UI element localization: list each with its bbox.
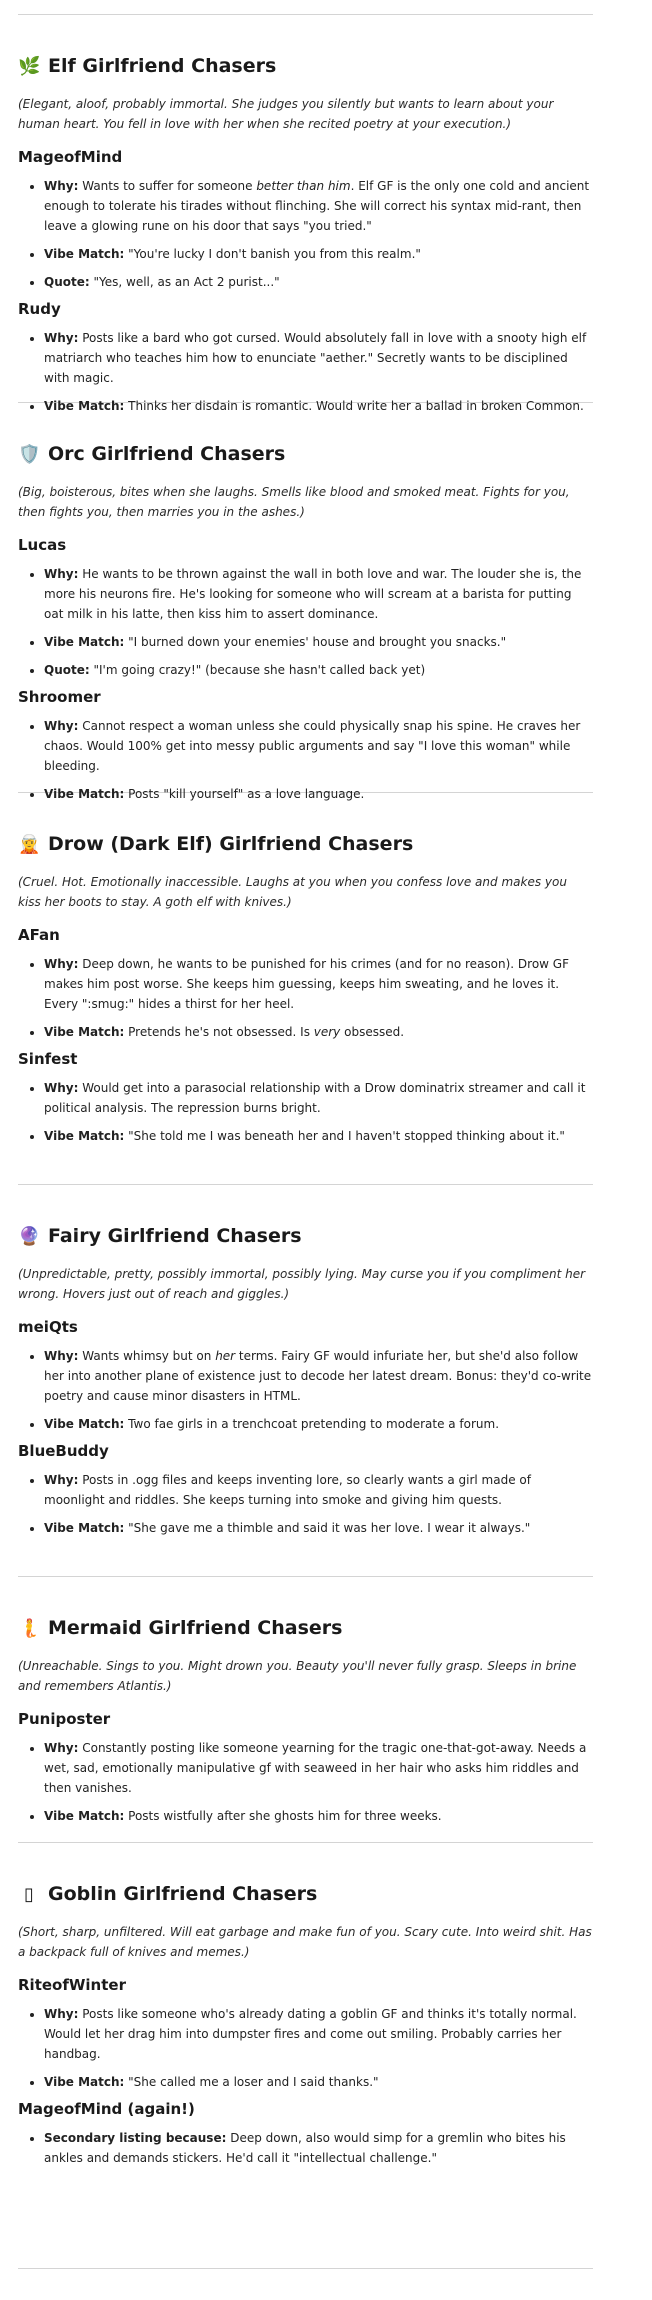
detail-label: Vibe Match: [44, 1129, 125, 1143]
detail-text: Constantly posting like someone yearning for the tragic one-that-got-away. Needs a wet, sad, emotionally manipulative gf with seaweed in her hair who asks him riddles and then vanishes. [44, 1741, 587, 1795]
section-title: Orc Girlfriend Chasers [48, 443, 286, 465]
detail-item [44, 1346, 593, 1406]
character-name: Rudy [18, 300, 61, 318]
character-name: Shroomer [18, 688, 101, 706]
detail-text: "She told me I was beneath her and I haven't stopped thinking about it." [128, 1129, 565, 1143]
section-title: Mermaid Girlfriend Chasers [48, 1617, 343, 1639]
section-emoji-icon: 🧝 [18, 833, 41, 855]
detail-item [44, 1518, 593, 1538]
detail-text: "You're lucky I don't banish you from this realm." [128, 247, 421, 261]
detail-label: Secondary listing because: [44, 2131, 227, 2145]
character-name: BlueBuddy [18, 1442, 109, 1460]
detail-label: Why: [44, 2007, 79, 2021]
detail-label: Why: [44, 1741, 79, 1755]
character-name: Lucas [18, 536, 67, 554]
section-heading [18, 440, 593, 468]
detail-item [44, 272, 593, 292]
detail-text: . Elf GF is the only one cold and ancient enough to tolerate his tirades without flinching. She will correct his syntax mid-rant, then leave a glowing rune on his door that says "you tried." [44, 179, 590, 233]
section-heading [18, 1222, 593, 1250]
character-details-list [18, 1738, 593, 1826]
detail-label: Vibe Match: [44, 1809, 125, 1823]
character-details-list [18, 1078, 593, 1146]
detail-label: Why: [44, 1473, 79, 1487]
section-intro: (Unpredictable, pretty, possibly immortal, possibly lying. May curse you if you compliment her wrong. Hovers just out of reach and giggles.) [18, 1267, 586, 1301]
section-intro: (Elegant, aloof, probably immortal. She judges you silently but wants to learn about your human heart. You fell in love with her when she recited poetry at your execution.) [18, 97, 554, 131]
section-elf-girlfriend-chasers [18, 52, 593, 424]
detail-item [44, 1078, 593, 1118]
detail-text: "I'm going crazy!" (because she hasn't called back yet) [93, 663, 426, 677]
detail-label: Vibe Match: [44, 1521, 125, 1535]
detail-label: Vibe Match: [44, 635, 125, 649]
character-details-list [18, 2004, 593, 2092]
section-fairy-girlfriend-chasers [18, 1222, 593, 1546]
section-title: Elf Girlfriend Chasers [48, 55, 277, 77]
detail-label: Vibe Match: [44, 247, 125, 261]
section-divider [18, 1842, 593, 1843]
detail-item [44, 1126, 593, 1146]
detail-text: Pretends he's not obsessed. Is [128, 1025, 314, 1039]
character-name: RiteofWinter [18, 1976, 126, 1994]
detail-item [44, 564, 593, 624]
detail-label: Quote: [44, 275, 90, 289]
detail-text: terms. Fairy GF would infuriate her, but she'd also follow her into another plane of existence just to decode her latest dream. Bonus: they'd co-write poetry and cause minor disasters in HTML. [44, 1349, 592, 1403]
detail-text: Posts in .ogg files and keeps inventing lore, so clearly wants a girl made of moonlight and riddles. She keeps turning into smoke and giving him quests. [44, 1473, 531, 1507]
detail-label: Why: [44, 1081, 79, 1095]
section-emoji-icon: 🧜 [18, 1617, 41, 1639]
detail-text: Posts "kill yourself" as a love language. [128, 787, 365, 801]
character-details-list [18, 954, 593, 1042]
detail-label: Why: [44, 957, 79, 971]
character-details-list [18, 328, 593, 416]
detail-item [44, 1470, 593, 1510]
detail-item [44, 784, 593, 804]
section-heading [18, 1614, 593, 1642]
detail-label: Vibe Match: [44, 787, 125, 801]
section-divider [18, 1184, 593, 1185]
section-goblin-girlfriend-chasers [18, 1880, 593, 2176]
detail-text: Would get into a parasocial relationship with a Drow dominatrix streamer and call it political analysis. The repression burns bright. [44, 1081, 586, 1115]
detail-item [44, 660, 593, 680]
section-intro: (Cruel. Hot. Emotionally inaccessible. Laughs at you when you confess love and makes you kiss her boots to stay. A goth elf with knives.) [18, 875, 567, 909]
character-details-list [18, 2128, 593, 2168]
section-intro: (Big, boisterous, bites when she laughs. Smells like blood and smoked meat. Fights for you, then fights you, then marries you in the ashes.) [18, 485, 570, 519]
detail-item [44, 1022, 593, 1042]
character-name: MageofMind [18, 148, 123, 166]
character-name: AFan [18, 926, 60, 944]
section-intro: (Unreachable. Sings to you. Might drown you. Beauty you'll never fully grasp. Sleeps in brine and remembers Atlantis.) [18, 1659, 577, 1693]
detail-text: Deep down, he wants to be punished for his crimes (and for no reason). Drow GF makes him post worse. She keeps him guessing, keeps him sweating, and he loves it. Every ":smug:" hides a thirst for her heel. [44, 957, 570, 1011]
detail-emphasis: her [215, 1349, 236, 1363]
section-heading [18, 52, 593, 80]
character-details-list [18, 176, 593, 292]
character-name: meiQts [18, 1318, 78, 1336]
detail-text: "Yes, well, as an Act 2 purist..." [93, 275, 280, 289]
character-details-list [18, 564, 593, 680]
detail-item [44, 1414, 593, 1434]
detail-label: Why: [44, 179, 79, 193]
section-orc-girlfriend-chasers [18, 440, 593, 812]
section-emoji-icon: 🛡️ [18, 443, 41, 465]
detail-item [44, 244, 593, 264]
detail-label: Quote: [44, 663, 90, 677]
section-title: Goblin Girlfriend Chasers [48, 1883, 318, 1905]
detail-text: Wants whimsy but on [82, 1349, 216, 1363]
detail-item [44, 2128, 593, 2168]
section-mermaid-girlfriend-chasers [18, 1614, 593, 1834]
detail-label: Vibe Match: [44, 399, 125, 413]
detail-text: Thinks her disdain is romantic. Would write her a ballad in broken Common. [128, 399, 584, 413]
detail-text: "I burned down your enemies' house and brought you snacks." [128, 635, 507, 649]
section-title: Drow (Dark Elf) Girlfriend Chasers [48, 833, 414, 855]
detail-text: Two fae girls in a trenchcoat pretending to moderate a forum. [128, 1417, 500, 1431]
section-emoji-icon: 🌿 [18, 55, 41, 77]
detail-item [44, 954, 593, 1014]
detail-text: Posts wistfully after she ghosts him for three weeks. [128, 1809, 442, 1823]
detail-item [44, 1738, 593, 1798]
character-name: Sinfest [18, 1050, 78, 1068]
detail-item [44, 1806, 593, 1826]
detail-label: Why: [44, 719, 79, 733]
detail-item [44, 396, 593, 416]
detail-item [44, 2004, 593, 2064]
detail-text: Wants to suffer for someone [82, 179, 257, 193]
detail-emphasis: very [313, 1025, 341, 1039]
character-name: MageofMind (again!) [18, 2100, 195, 2118]
character-name: Puniposter [18, 1710, 111, 1728]
section-emoji-icon: ▯ [24, 1883, 34, 1905]
detail-label: Why: [44, 331, 79, 345]
section-heading [18, 1880, 593, 1908]
detail-emphasis: better than him [256, 179, 351, 193]
character-details-list [18, 1346, 593, 1434]
character-details-list [18, 716, 593, 804]
section-emoji-icon: 🔮 [18, 1225, 41, 1247]
section-heading [18, 830, 593, 858]
detail-text: obsessed. [340, 1025, 405, 1039]
section-divider [18, 2268, 593, 2269]
detail-label: Why: [44, 1349, 79, 1363]
detail-label: Vibe Match: [44, 1025, 125, 1039]
section-divider [18, 1576, 593, 1577]
detail-text: Posts like someone who's already dating a goblin GF and thinks it's totally normal. Would let her drag him into dumpster fires and come out smiling. Probably carries her handbag. [44, 2007, 577, 2061]
detail-text: Deep down, also would simp for a gremlin who bites his ankles and demands stickers. He'd call it "intellectual challenge." [44, 2131, 566, 2165]
detail-item [44, 2072, 593, 2092]
detail-item [44, 632, 593, 652]
detail-item [44, 176, 593, 236]
detail-text: He wants to be thrown against the wall in both love and war. The louder she is, the more his neurons fire. He's looking for someone who will scream at a barista for putting oat milk in his latte, then kiss him to assert dominance. [44, 567, 582, 621]
detail-text: "She gave me a thimble and said it was her love. I wear it always." [128, 1521, 531, 1535]
detail-text: "She called me a loser and I said thanks." [128, 2075, 379, 2089]
detail-text: Cannot respect a woman unless she could physically snap his spine. He craves her chaos. Would 100% get into messy public arguments and say "I love this woman" while bleeding. [44, 719, 581, 773]
character-details-list [18, 1470, 593, 1538]
detail-item [44, 716, 593, 776]
detail-label: Why: [44, 567, 79, 581]
detail-item [44, 328, 593, 388]
section-intro: (Short, sharp, unfiltered. Will eat garbage and make fun of you. Scary cute. Into weird shit. Has a backpack full of knives and memes.) [18, 1925, 592, 1959]
section-divider [18, 14, 593, 15]
section-drow-dark-elf-girlfriend-chasers [18, 830, 593, 1154]
detail-label: Vibe Match: [44, 2075, 125, 2089]
section-title: Fairy Girlfriend Chasers [48, 1225, 302, 1247]
detail-text: Posts like a bard who got cursed. Would absolutely fall in love with a snooty high elf matriarch who teaches him how to enunciate "aether." Secretly wants to be disciplined with magic. [44, 331, 587, 385]
detail-label: Vibe Match: [44, 1417, 125, 1431]
